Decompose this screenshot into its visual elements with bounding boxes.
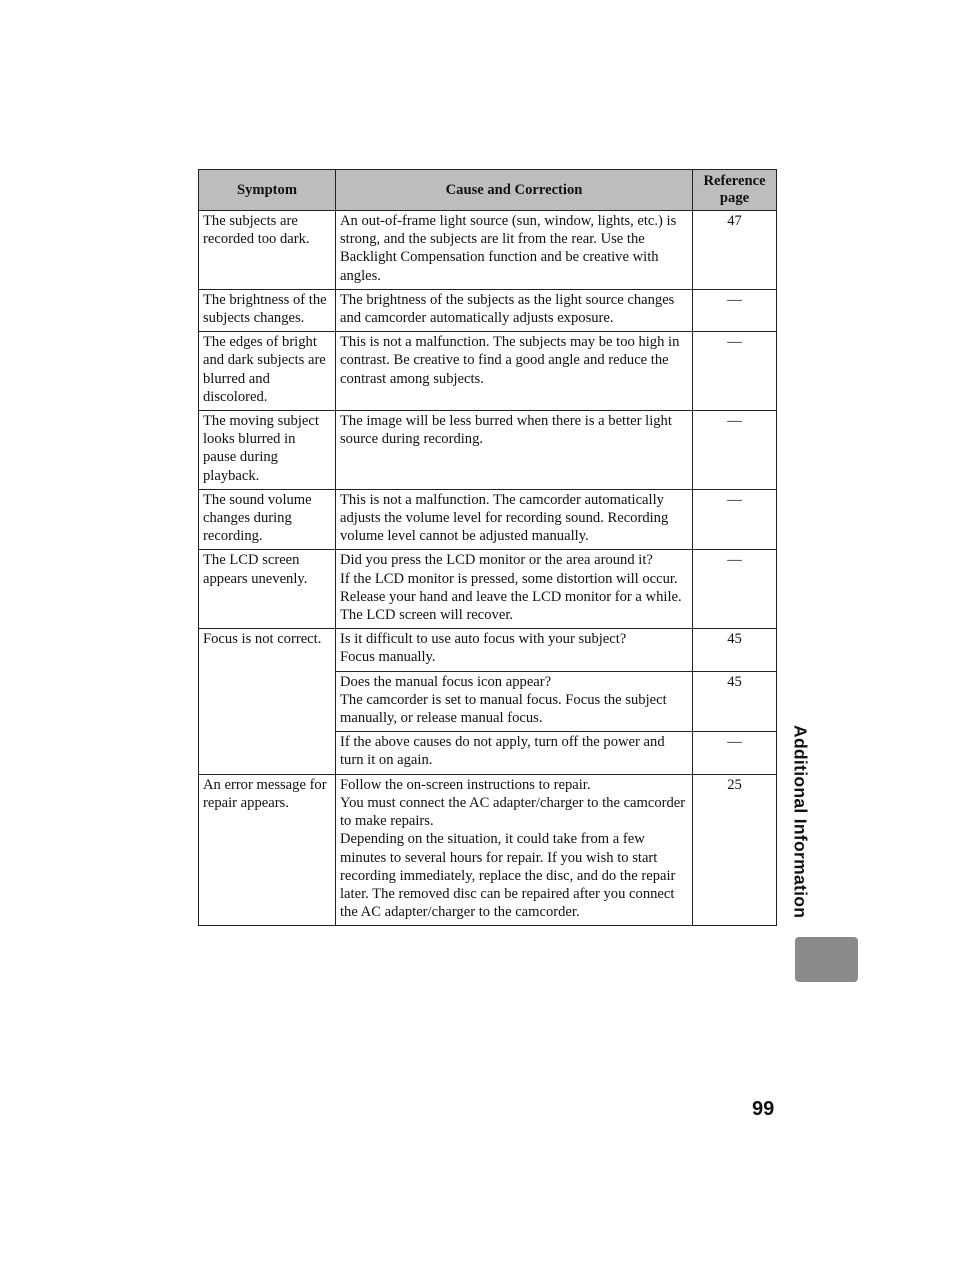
symptom-cell: Focus is not correct. [199,629,336,774]
symptom-cell: The LCD screen appears unevenly. [199,550,336,629]
header-reference-page: Reference page [693,170,777,211]
table-header-row [199,170,777,211]
table-row [199,550,777,629]
cause-text: Follow the on-screen instructions to repair. [340,776,591,793]
symptom-cell: An error message for repair appears. [199,774,336,926]
reference-page-cell: 45 [693,671,777,732]
cause-text: The brightness of the subjects as the light source changes and camcorder automatically adjusts exposure. [340,291,675,327]
cause-cell [336,629,693,671]
cause-text: This is not a malfunction. The subjects may be too high in contrast. Be creative to find a good angle and reduce the contrast among subjects. [340,334,680,387]
cause-text: If the above causes do not apply, turn off the power and turn it on again. [340,734,665,769]
troubleshooting-table [198,169,777,926]
cause-cell [336,774,693,926]
cause-cell [336,289,693,331]
table-row [199,489,777,550]
page-number: 99 [752,1098,775,1120]
cause-cell [336,332,693,411]
cause-text: This is not a malfunction. The camcorder automatically adjusts the volume level for recording sound. Recording volume level cannot be adjusted manually. [340,491,669,545]
table-row [199,289,777,331]
reference-page-cell: — [693,550,777,629]
symptom-cell: The subjects are recorded too dark. [199,211,336,290]
cause-text: Depending on the situation, it could take from a few minutes to several hours for repair. If you wish to start recording immediately, replace the disc, and do the repair later. The removed disc can be repaired after you connect the AC adapter/charger to the camcorder. [340,831,676,921]
reference-page-cell: — [693,289,777,331]
table-row [199,629,777,671]
cause-cell [336,411,693,490]
section-sidebar-label: Additional Information [790,725,811,919]
reference-page-cell: — [693,411,777,490]
cause-text: Does the manual focus icon appear? [340,673,552,690]
cause-cell [336,732,693,774]
table-row [199,332,777,411]
cause-text: The camcorder is set to manual focus. Focus the subject manually, or release manual focus. [340,691,667,727]
cause-text: Focus manually. [340,649,436,666]
cause-cell [336,550,693,629]
header-cause-and-correction: Cause and Correction [336,170,693,211]
cause-cell [336,211,693,290]
cause-cell [336,489,693,550]
cause-text: An out-of-frame light source (sun, window, lights, etc.) is strong, and the subjects are lit from the rear. Use the Backlight Compensation function and be creative with angles. [340,213,677,284]
reference-page-cell: 25 [693,774,777,926]
reference-page-cell: — [693,332,777,411]
table-row [199,211,777,290]
table-row [199,411,777,490]
symptom-cell: The brightness of the subjects changes. [199,289,336,331]
reference-page-cell: — [693,732,777,774]
cause-text: Is it difficult to use auto focus with your subject? [340,631,627,648]
cause-text: If the LCD monitor is pressed, some distortion will occur. Release your hand and leave the LCD monitor for a while. The LCD screen will recover. [340,570,682,624]
table-row [199,774,777,926]
reference-page-cell: 45 [693,629,777,671]
section-tab-marker [795,937,858,982]
cause-text: You must connect the AC adapter/charger to the camcorder to make repairs. [340,794,686,830]
symptom-cell: The edges of bright and dark subjects are blurred and discolored. [199,332,336,411]
reference-page-cell: — [693,489,777,550]
reference-page-cell: 47 [693,211,777,290]
symptom-cell: The moving subject looks blurred in pause during playback. [199,411,336,490]
symptom-cell: The sound volume changes during recording. [199,489,336,550]
cause-text: Did you press the LCD monitor or the area around it? [340,552,653,569]
cause-cell [336,671,693,732]
header-symptom: Symptom [199,170,336,211]
cause-text: The image will be less burred when there is a better light source during recording. [340,413,672,448]
